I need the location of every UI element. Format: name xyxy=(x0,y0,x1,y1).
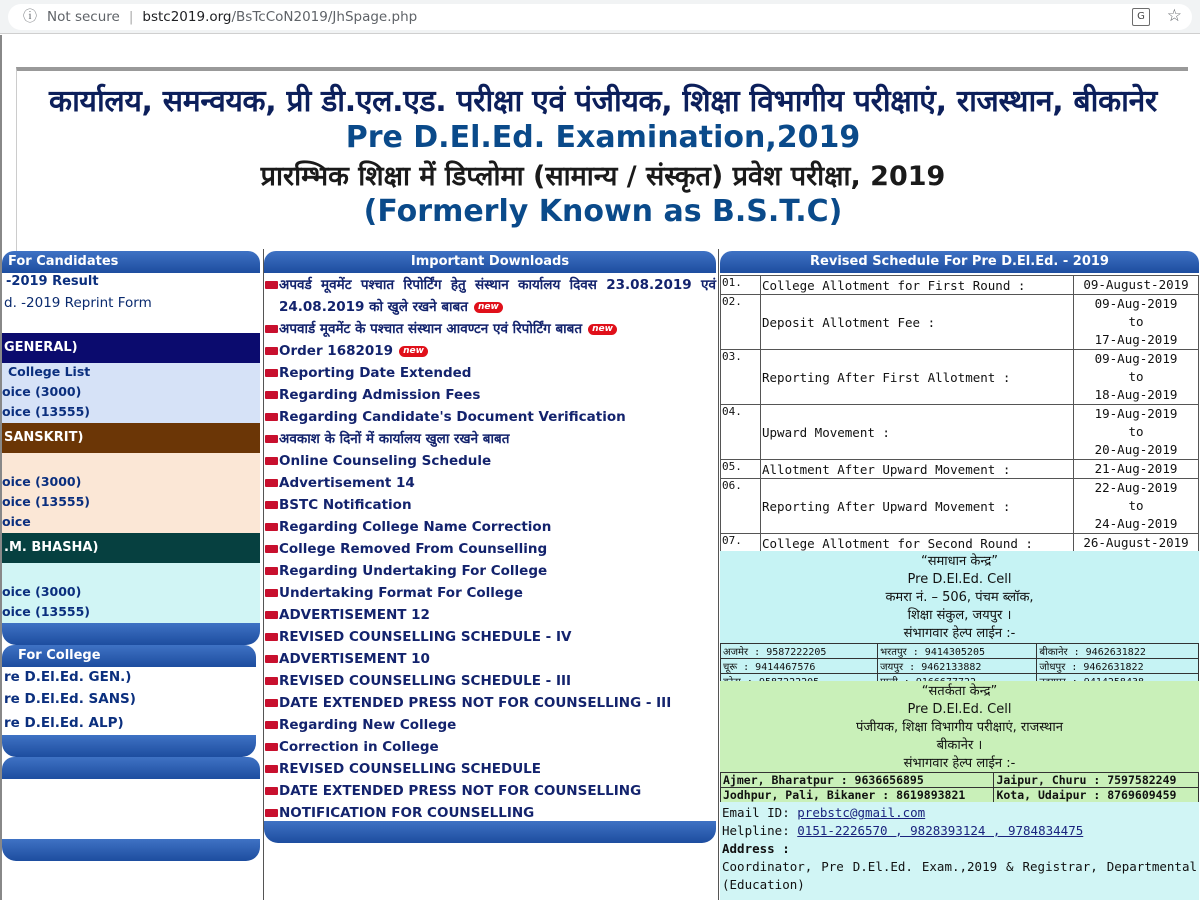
helpline-cell: Jaipur, Churu : 7597582249 xyxy=(994,773,1199,788)
translate-icon[interactable]: G xyxy=(1132,8,1150,26)
flag-icon xyxy=(265,391,278,399)
download-item[interactable] xyxy=(264,582,716,604)
schedule-table xyxy=(720,275,1199,553)
general-choice-13555-link[interactable]: oice (13555) xyxy=(2,404,91,419)
browser-toolbar xyxy=(0,0,1200,34)
third-panel-caption xyxy=(2,757,260,779)
schedule-date-line: to xyxy=(1128,424,1144,439)
helpline-cell: बीकानेर : 9462631822 xyxy=(1037,644,1199,659)
download-item[interactable] xyxy=(264,472,716,494)
download-item-label[interactable]: REVISED COUNSELLING SCHEDULE xyxy=(279,761,541,777)
address-label: Address : xyxy=(722,841,790,856)
general-choice-3000-link[interactable]: oice (3000) xyxy=(2,384,82,399)
schedule-row xyxy=(721,350,1199,405)
sanskrit-box xyxy=(2,453,260,533)
general-band: GENERAL) xyxy=(2,333,260,363)
satarkata-kendra-box xyxy=(720,681,1199,802)
college-link-alp[interactable]: re D.El.Ed. ALP) xyxy=(4,715,124,731)
flag-icon xyxy=(265,457,278,465)
helpline-row xyxy=(721,788,1199,803)
download-item-label[interactable]: अवकाश के दिनों में कार्यालय खुला रखने बाबत xyxy=(279,431,510,447)
candidates-caption: For Candidates xyxy=(2,251,260,273)
download-item-label[interactable]: BSTC Notification xyxy=(279,497,412,513)
download-item-label[interactable]: Regarding College Name Correction xyxy=(279,519,552,535)
download-item-label[interactable]: ADVERTISEMENT 10 xyxy=(279,651,430,667)
schedule-date-line: 20-Aug-2019 xyxy=(1094,442,1178,457)
header-banner xyxy=(16,67,1188,263)
schedule-row-event: Reporting After First Allotment : xyxy=(761,350,1074,405)
schedule-row-date xyxy=(1074,460,1199,479)
schedule-date-line: to xyxy=(1128,369,1144,384)
college-footer-bar xyxy=(2,735,256,757)
schedule-row xyxy=(721,460,1199,479)
sanskrit-choice-link[interactable]: oice xyxy=(2,514,31,529)
schedule-row-event: Allotment After Upward Movement : xyxy=(761,460,1074,479)
helpline-cell: Kota, Udaipur : 8769609459 xyxy=(994,788,1199,803)
flag-icon xyxy=(265,281,278,289)
flag-icon xyxy=(265,721,278,729)
download-item[interactable] xyxy=(264,428,716,450)
schedule-row-event: Reporting After Upward Movement : xyxy=(761,479,1074,534)
flag-icon xyxy=(265,655,278,663)
schedule-row-date xyxy=(1074,350,1199,405)
college-link-sans[interactable]: re D.El.Ed. SANS) xyxy=(4,691,136,707)
new-badge: new xyxy=(588,324,617,335)
separator: | xyxy=(128,9,134,25)
downloads-column xyxy=(264,249,719,900)
flag-icon xyxy=(265,523,278,531)
address-bar[interactable] xyxy=(8,4,1192,30)
download-item-label[interactable]: अपवर्ड मूवमेंट पश्चात रिपोर्टिंग हेतु संस्थान कार्यालय दिवस 23.08.2019 एवं 24.08.2019 को खुले रखने बाबत xyxy=(279,277,716,315)
samadhan-line2: कमरा नं. – 506, पंचम ब्लॉक, xyxy=(885,590,1034,605)
schedule-row-date xyxy=(1074,479,1199,534)
download-item[interactable] xyxy=(264,406,716,428)
download-item[interactable] xyxy=(264,560,716,582)
download-item-label[interactable]: Regarding Admission Fees xyxy=(279,387,481,403)
bhasha-band: .M. BHASHA) xyxy=(2,533,260,563)
flag-icon xyxy=(265,413,278,421)
schedule-row xyxy=(721,295,1199,350)
header-diploma-title: प्रारम्भिक शिक्षा में डिप्लोमा (सामान्य / संस्कृत) प्रवेश परीक्षा, 2019 xyxy=(260,161,946,192)
schedule-row-number: 06. xyxy=(721,479,761,534)
download-item[interactable] xyxy=(264,516,716,538)
schedule-date-line: 09-August-2019 xyxy=(1083,277,1189,292)
downloads-footer-bar xyxy=(264,821,716,843)
flag-icon xyxy=(265,809,278,817)
header-english-title: Pre D.El.Ed. Examination,2019 xyxy=(345,120,861,155)
samadhan-kendra-box xyxy=(720,551,1199,681)
helpline-cell: Jodhpur, Pali, Bikaner : 8619893821 xyxy=(721,788,994,803)
flag-icon xyxy=(265,567,278,575)
header-hindi-title: कार्यालय, समन्वयक, प्री डी.एल.एड. परीक्षा एवं पंजीयक, शिक्षा विभागीय परीक्षाएं, राजस्थान, बीकानेर xyxy=(49,84,1157,119)
contact-box xyxy=(720,802,1199,900)
download-item[interactable] xyxy=(264,736,716,758)
college-link-gen[interactable]: re D.El.Ed. GEN.) xyxy=(4,669,132,685)
schedule-row xyxy=(721,534,1199,553)
schedule-row xyxy=(721,276,1199,295)
flag-icon xyxy=(265,589,278,597)
download-item-label[interactable]: Correction in College xyxy=(279,739,439,755)
candidate-link-reprint[interactable]: d. -2019 Reprint Form xyxy=(4,295,152,311)
download-item-label[interactable]: Regarding Undertaking For College xyxy=(279,563,548,579)
helpline-link[interactable]: 0151-2226570 , 9828393124 , 9784834475 xyxy=(797,823,1084,838)
schedule-row-event: College Allotment for Second Round : xyxy=(761,534,1074,553)
satarkata-line1: Pre D.El.Ed. Cell xyxy=(907,702,1012,717)
helpline-label: Helpline: xyxy=(722,823,790,838)
schedule-column xyxy=(720,249,1200,900)
downloads-list xyxy=(264,274,716,824)
download-item[interactable] xyxy=(264,758,716,780)
helpline-cell: भरतपुर : 9414305205 xyxy=(878,644,1037,659)
satarkata-helpline-table xyxy=(720,772,1199,803)
download-item-label[interactable]: DATE EXTENDED PRESS NOT FOR COUNSELLING - III xyxy=(279,695,672,711)
helpline-row xyxy=(721,659,1199,674)
flag-icon xyxy=(265,369,278,377)
address-text: Coordinator, Pre D.El.Ed. Exam.,2019 & Registrar, Departmental (Education) xyxy=(722,859,1197,892)
schedule-row xyxy=(721,405,1199,460)
download-item-label[interactable]: DATE EXTENDED PRESS NOT FOR COUNSELLING xyxy=(279,783,642,799)
satarkata-line2: पंजीयक, शिक्षा विभागीय परीक्षाएं, राजस्थान xyxy=(856,720,1063,735)
download-item-label[interactable]: Undertaking Format For College xyxy=(279,585,523,601)
download-item-label[interactable]: REVISED COUNSELLING SCHEDULE - III xyxy=(279,673,572,689)
bookmark-star-icon[interactable]: ☆ xyxy=(1166,6,1182,26)
flag-icon xyxy=(265,677,278,685)
sanskrit-band: SANSKRIT) xyxy=(2,423,260,453)
url-path: /BsTcCoN2019/JhSpage.php xyxy=(231,9,418,25)
bhasha-choice-3000-link[interactable]: oice (3000) xyxy=(2,584,82,599)
web-page xyxy=(0,35,1200,900)
schedule-date-line: 24-Aug-2019 xyxy=(1094,516,1178,531)
download-item-label[interactable]: College Removed From Counselling xyxy=(279,541,548,557)
schedule-row-event: Deposit Allotment Fee : xyxy=(761,295,1074,350)
download-item-label[interactable]: REVISED COUNSELLING SCHEDULE - IV xyxy=(279,629,572,645)
helpline-cell: जोधपुर : 9462631822 xyxy=(1037,659,1199,674)
schedule-row-event: College Allotment for First Round : xyxy=(761,276,1074,295)
third-panel-footer-bar xyxy=(2,839,260,861)
general-college-list-link[interactable]: College List xyxy=(8,364,91,379)
schedule-row-number: 02. xyxy=(721,295,761,350)
sanskrit-choice-3000-link[interactable]: oice (3000) xyxy=(2,474,82,489)
flag-icon xyxy=(265,765,278,773)
schedule-row-number: 03. xyxy=(721,350,761,405)
download-item[interactable] xyxy=(264,362,716,384)
sanskrit-choice-13555-link[interactable]: oice (13555) xyxy=(2,494,91,509)
schedule-row-date xyxy=(1074,295,1199,350)
helpline-cell: जयपुर : 9462133882 xyxy=(878,659,1037,674)
flag-icon xyxy=(265,325,278,333)
download-item[interactable] xyxy=(264,714,716,736)
left-column xyxy=(2,249,264,900)
schedule-date-line: 26-August-2019 xyxy=(1083,535,1189,550)
samadhan-title: “समाधान केन्द्र” xyxy=(920,554,998,569)
url-domain: bstc2019.org xyxy=(142,9,232,25)
helpline-cell: अजमेर : 9587222205 xyxy=(721,644,878,659)
samadhan-line1: Pre D.El.Ed. Cell xyxy=(907,572,1012,587)
schedule-date-line: 17-Aug-2019 xyxy=(1094,332,1178,347)
schedule-row-event: Upward Movement : xyxy=(761,405,1074,460)
college-caption: For College xyxy=(2,645,256,667)
schedule-date-line: 19-Aug-2019 xyxy=(1094,406,1178,421)
download-item[interactable] xyxy=(264,648,716,670)
download-item-label[interactable]: Regarding Candidate's Document Verification xyxy=(279,409,626,425)
download-item-label[interactable]: ADVERTISEMENT 12 xyxy=(279,607,430,623)
flag-icon xyxy=(265,435,278,443)
download-item[interactable] xyxy=(264,670,716,692)
flag-icon xyxy=(265,479,278,487)
helpline-cell: Ajmer, Bharatpur : 9636656895 xyxy=(721,773,994,788)
helpline-row xyxy=(721,644,1199,659)
schedule-row-number: 07. xyxy=(721,534,761,553)
schedule-row-date xyxy=(1074,405,1199,460)
flag-icon xyxy=(265,633,278,641)
bhasha-box xyxy=(2,563,260,623)
schedule-row-number: 05. xyxy=(721,460,761,479)
flag-icon xyxy=(265,347,278,355)
samadhan-line4: संभागवार हेल्प लाईन :- xyxy=(903,626,1016,641)
schedule-date-line: to xyxy=(1128,498,1144,513)
download-item-label[interactable]: Advertisement 14 xyxy=(279,475,415,491)
candidate-link-result[interactable]: -2019 Result xyxy=(6,274,99,289)
download-item[interactable] xyxy=(264,604,716,626)
download-item[interactable] xyxy=(264,318,716,340)
schedule-date-line: to xyxy=(1128,314,1144,329)
schedule-row-date xyxy=(1074,534,1199,553)
download-item-label[interactable]: अपवार्ड मूवमेंट के पश्चात संस्थान आवण्टन एवं रिपोर्टिंग बाबत xyxy=(279,321,583,337)
helpline-row xyxy=(721,773,1199,788)
download-item[interactable] xyxy=(264,626,716,648)
flag-icon xyxy=(265,787,278,795)
samadhan-line3: शिक्षा संकुल, जयपुर । xyxy=(907,608,1012,623)
download-item[interactable] xyxy=(264,384,716,406)
download-item[interactable] xyxy=(264,450,716,472)
download-item-label[interactable]: Reporting Date Extended xyxy=(279,365,472,381)
download-item-label[interactable]: Regarding New College xyxy=(279,717,457,733)
download-item-label[interactable]: Online Counseling Schedule xyxy=(279,453,492,469)
download-item[interactable] xyxy=(264,780,716,802)
email-label: Email ID: xyxy=(722,805,790,820)
schedule-date-line: 18-Aug-2019 xyxy=(1094,387,1178,402)
schedule-caption: Revised Schedule For Pre D.El.Ed. - 2019 xyxy=(720,251,1199,273)
download-item[interactable] xyxy=(264,274,716,318)
header-formerly: (Formerly Known as B.S.T.C) xyxy=(363,194,843,229)
schedule-row-number: 04. xyxy=(721,405,761,460)
download-item[interactable] xyxy=(264,692,716,714)
new-badge: new xyxy=(474,302,503,313)
flag-icon xyxy=(265,501,278,509)
general-box xyxy=(2,363,260,423)
download-item-label[interactable]: NOTIFICATION FOR COUNSELLING xyxy=(279,805,535,821)
satarkata-title: “सतर्कता केन्द्र” xyxy=(921,684,998,699)
download-item[interactable] xyxy=(264,340,716,362)
security-label: Not secure xyxy=(47,9,120,25)
download-item-label[interactable]: Order 1682019 xyxy=(279,343,394,359)
schedule-row xyxy=(721,479,1199,534)
download-item[interactable] xyxy=(264,494,716,516)
candidates-footer-bar xyxy=(2,623,260,645)
email-link[interactable]: prebstc@gmail.com xyxy=(797,805,926,820)
schedule-row-date xyxy=(1074,276,1199,295)
schedule-date-line: 21-Aug-2019 xyxy=(1094,461,1178,476)
downloads-caption: Important Downloads xyxy=(264,251,716,273)
schedule-date-line: 09-Aug-2019 xyxy=(1094,296,1178,311)
bhasha-choice-13555-link[interactable]: oice (13555) xyxy=(2,604,91,619)
flag-icon xyxy=(265,545,278,553)
flag-icon xyxy=(265,611,278,619)
satarkata-line4: संभागवार हेल्प लाईन :- xyxy=(903,756,1016,771)
info-icon[interactable]: ⓘ xyxy=(23,9,37,25)
schedule-date-line: 22-Aug-2019 xyxy=(1094,480,1178,495)
schedule-row-number: 01. xyxy=(721,276,761,295)
schedule-date-line: 09-Aug-2019 xyxy=(1094,351,1178,366)
helpline-cell: चूरू : 9414467576 xyxy=(721,659,878,674)
satarkata-line3: बीकानेर । xyxy=(936,738,983,753)
new-badge: new xyxy=(399,346,428,357)
download-item[interactable] xyxy=(264,538,716,560)
flag-icon xyxy=(265,699,278,707)
flag-icon xyxy=(265,743,278,751)
